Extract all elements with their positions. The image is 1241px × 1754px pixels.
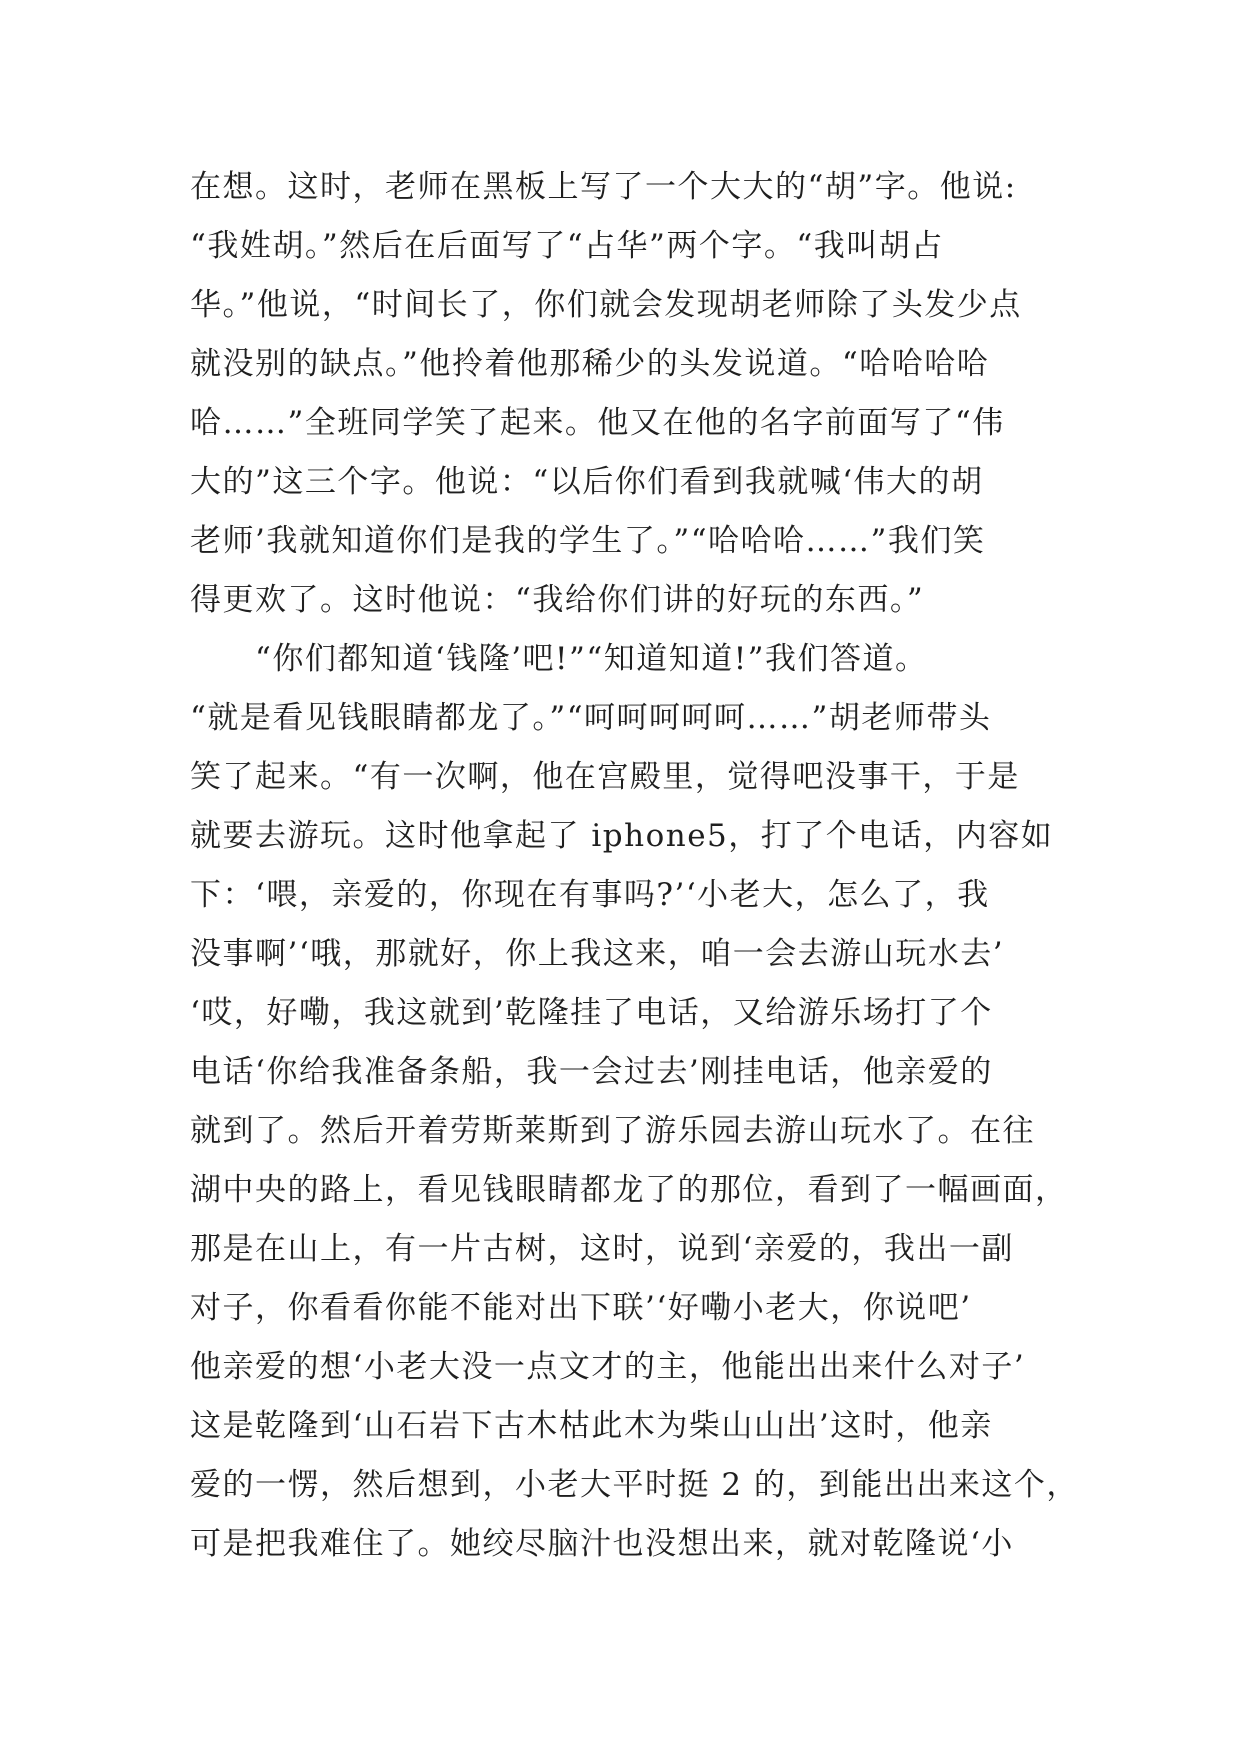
text-line: 华。”他说，“时间长了，你们就会发现胡老师除了头发少点 [190, 287, 1022, 323]
text-line: 笑了起来。“有一次啊，他在宫殿里，觉得吧没事干，于是 [190, 759, 1020, 795]
text-line: “我姓胡。”然后在后面写了“占华”两个字。“我叫胡占 [190, 228, 944, 264]
text-line: “就是看见钱眼睛都龙了。”“呵呵呵呵呵……”胡老师带头 [190, 700, 992, 736]
text-line: 这是乾隆到‘山石岩下古木枯此木为柴山山出’这时，他亲 [190, 1408, 993, 1444]
text-line: 就要去游玩。这时他拿起了 iphone5，打了个电话，内容如 [190, 818, 1054, 854]
text-line: 在想。这时，老师在黑板上写了一个大大的“胡”字。他说: [190, 169, 1017, 205]
paragraph-start-line: “你们都知道‘钱隆’吧!”“知道知道!”我们答道。 [190, 641, 928, 677]
text-line: 他亲爱的想‘小老大没一点文才的主，他能出出来什么对子’ [190, 1349, 1026, 1385]
text-line: 湖中央的路上，看见钱眼睛都龙了的那位，看到了一幅画面， [190, 1172, 1068, 1208]
text-line: 老师’我就知道你们是我的学生了。”“哈哈哈……”我们笑 [190, 523, 986, 559]
text-line: 那是在山上，有一片古树，这时，说到‘亲爱的，我出一副 [190, 1231, 1014, 1267]
text-line: 对子，你看看你能不能对出下联’‘好嘞小老大，你说吧’ [190, 1290, 972, 1326]
text-line: 爱的一愣，然后想到，小老大平时挺 2 的，到能出出来这个， [190, 1467, 1079, 1503]
text-line: 可是把我难住了。她绞尽脑汁也没想出来，就对乾隆说‘小 [190, 1526, 1014, 1562]
body-text [190, 158, 1079, 1574]
text-line: 就没别的缺点。”他拎着他那稀少的头发说道。“哈哈哈哈 [190, 346, 990, 382]
text-line: 大的”这三个字。他说：“以后你们看到我就喊‘伟大的胡 [190, 464, 984, 500]
text-line: 下：‘喂，亲爱的，你现在有事吗?’‘小老大，怎么了，我 [190, 877, 990, 913]
text-line: 没事啊’‘哦，那就好，你上我这来，咱一会去游山玩水去’ [190, 936, 1005, 972]
text-line: 得更欢了。这时他说：“我给你们讲的好玩的东西。” [190, 582, 925, 618]
text-line: 就到了。然后开着劳斯莱斯到了游乐园去游山玩水了。在往 [190, 1113, 1035, 1149]
text-line: 电话‘你给我准备条船，我一会过去’刚挂电话，他亲爱的 [190, 1054, 993, 1090]
text-line: ‘哎，好嘞，我这就到’乾隆挂了电话，又给游乐场打了个 [190, 995, 993, 1031]
text-line: 哈……”全班同学笑了起来。他又在他的名字前面写了“伟 [190, 405, 1005, 441]
